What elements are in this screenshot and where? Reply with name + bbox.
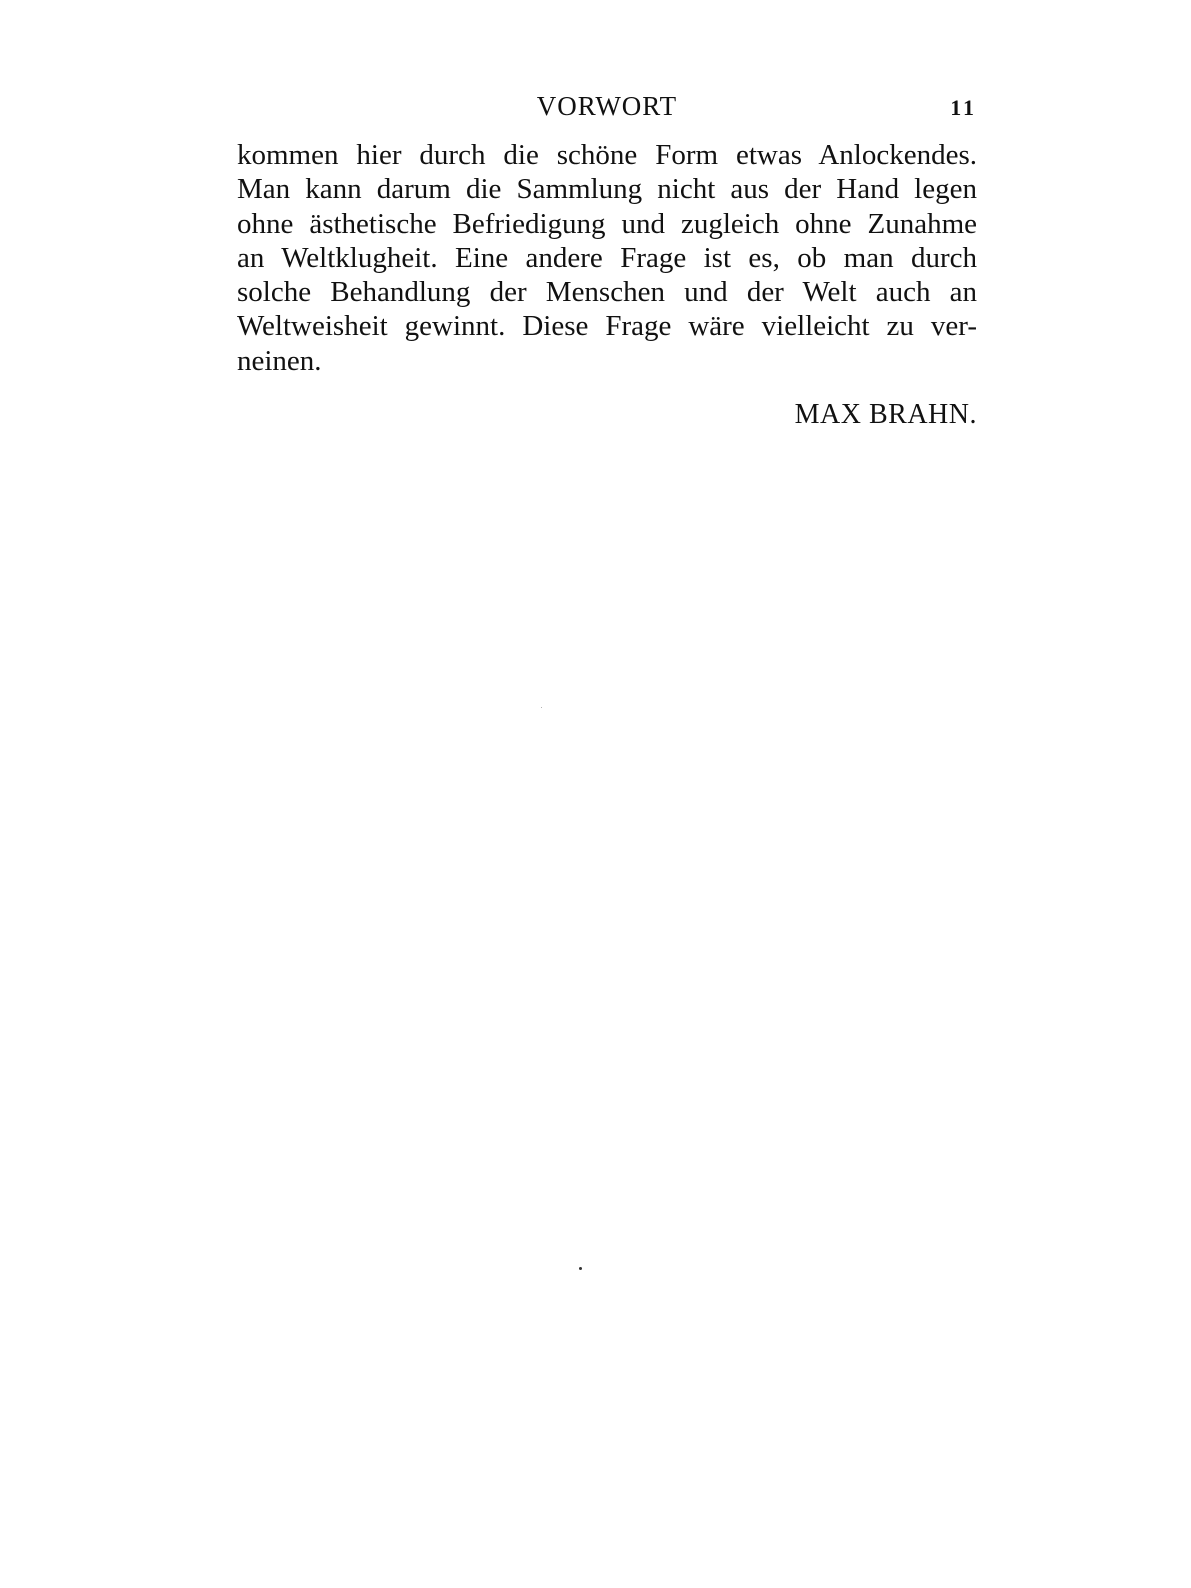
running-head [237, 88, 977, 128]
paper-speck [579, 1267, 582, 1270]
body-text [237, 138, 977, 378]
text-line: ohne ästhetische Befriedigung und zugleich ohne Zunahme [237, 207, 977, 240]
text-line: solche Behandlung der Menschen und der Welt auch an [237, 276, 977, 309]
text-line: neinen. [237, 344, 322, 377]
text-line: kommen hier durch die schöne Form etwas Anlockendes. [237, 139, 977, 171]
text-line: an Weltklugheit. Eine andere Frage ist es, ob man durch [237, 241, 977, 274]
text-line: Man kann darum die Sammlung nicht aus der Hand legen [237, 173, 977, 206]
text-line: Weltweisheit gewinnt. Diese Frage wäre vielleicht zu ver- [237, 310, 977, 343]
page-number: 11 [950, 95, 977, 120]
author-signature: MAX BRAHN. [794, 399, 977, 430]
paper-speck [541, 707, 542, 708]
running-title: VORWORT [536, 91, 678, 121]
